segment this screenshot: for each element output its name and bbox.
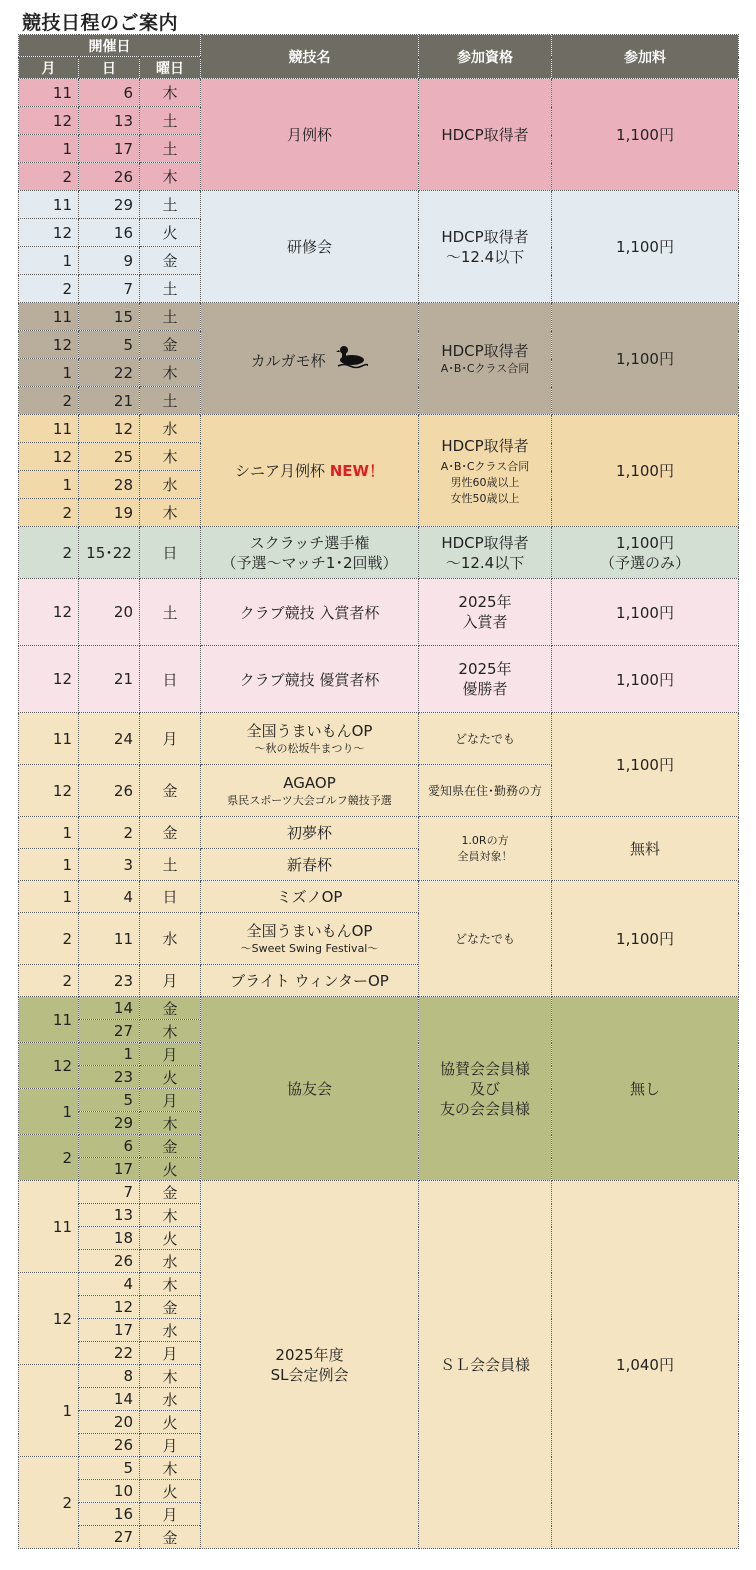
day-cell: 18 <box>79 1227 140 1250</box>
event-name: クラブ競技 入賞者杯 <box>201 579 419 646</box>
table-row <box>19 303 739 331</box>
fee-cell: 無し <box>552 997 739 1181</box>
eligibility-line: ～12.4以下 <box>445 553 525 572</box>
schedule-table <box>18 34 739 1549</box>
day-cell: 22 <box>79 359 140 387</box>
month-cell: 1 <box>19 1365 79 1457</box>
event-name-line: ～秋の松坂牛まつり～ <box>254 741 365 755</box>
weekday-cell: 土 <box>140 191 201 219</box>
eligibility-cell <box>419 303 552 415</box>
weekday-cell: 火 <box>140 1227 201 1250</box>
weekday-cell: 火 <box>140 1480 201 1503</box>
header-weekday: 曜日 <box>140 57 201 79</box>
event-name-text: シニア月例杯 <box>234 462 325 480</box>
day-cell: 7 <box>79 1181 140 1204</box>
day-cell: 8 <box>79 1365 140 1388</box>
weekday-cell: 水 <box>140 415 201 443</box>
table-row <box>19 646 739 713</box>
month-cell: 11 <box>19 415 79 443</box>
header-day: 日 <box>79 57 140 79</box>
month-cell: 11 <box>19 191 79 219</box>
day-cell: 21 <box>79 387 140 415</box>
day-cell: 7 <box>79 275 140 303</box>
eligibility-line: HDCP取得者 <box>441 436 529 455</box>
weekday-cell: 火 <box>140 1158 201 1181</box>
weekday-cell: 土 <box>140 135 201 163</box>
eligibility-line: HDCP取得者 <box>441 227 529 246</box>
month-cell: 1 <box>19 247 79 275</box>
eligibility-cell: どなたでも <box>419 881 552 997</box>
weekday-cell: 木 <box>140 163 201 191</box>
weekday-cell: 木 <box>140 1204 201 1227</box>
weekday-cell: 日 <box>140 646 201 713</box>
day-cell: 19 <box>79 499 140 527</box>
weekday-cell: 金 <box>140 331 201 359</box>
event-name-line: 県民スポーツ大会ゴルフ競技予選 <box>227 793 392 807</box>
day-cell: 20 <box>79 1411 140 1434</box>
eligibility-cell: 愛知県在住･勤務の方 <box>419 765 552 817</box>
day-cell: 27 <box>79 1526 140 1549</box>
eligibility-cell: HDCP取得者 <box>419 79 552 191</box>
day-cell: 5 <box>79 1089 140 1112</box>
weekday-cell: 日 <box>140 881 201 913</box>
day-cell: 5 <box>79 1457 140 1480</box>
day-cell: 26 <box>79 1434 140 1457</box>
month-cell: 11 <box>19 303 79 331</box>
day-cell: 26 <box>79 765 140 817</box>
eligibility-line: 2025年 <box>458 660 512 678</box>
weekday-cell: 金 <box>140 765 201 817</box>
event-name: クラブ競技 優賞者杯 <box>201 646 419 713</box>
day-cell: 10 <box>79 1480 140 1503</box>
table-row <box>19 415 739 443</box>
day-cell: 27 <box>79 1020 140 1043</box>
fee-cell: 1,100円 <box>552 579 739 646</box>
day-cell: 2 <box>79 817 140 849</box>
day-cell: 26 <box>79 163 140 191</box>
event-name: 初夢杯 <box>201 817 419 849</box>
month-cell: 12 <box>19 646 79 713</box>
eligibility-line: A･B･Cクラス合同 <box>440 362 530 375</box>
weekday-cell: 火 <box>140 1066 201 1089</box>
month-cell: 11 <box>19 79 79 107</box>
weekday-cell: 木 <box>140 443 201 471</box>
weekday-cell: 月 <box>140 1342 201 1365</box>
event-name: 月例杯 <box>201 79 419 191</box>
month-cell: 1 <box>19 817 79 849</box>
weekday-cell: 木 <box>140 1112 201 1135</box>
header-date-group: 開催日 <box>19 35 201 57</box>
month-cell: 1 <box>19 881 79 913</box>
month-cell: 2 <box>19 275 79 303</box>
eligibility-line: 女性50歳以上 <box>450 491 520 505</box>
duck-icon <box>336 344 368 374</box>
day-cell: 11 <box>79 913 140 965</box>
eligibility-line: 及び <box>470 1079 501 1098</box>
day-cell: 23 <box>79 965 140 997</box>
event-name-line: 2025年度 <box>275 1345 344 1364</box>
weekday-cell: 水 <box>140 471 201 499</box>
weekday-cell: 金 <box>140 817 201 849</box>
event-name-line: 全国うまいもんOP <box>246 921 373 940</box>
table-row <box>19 191 739 219</box>
event-name: 新春杯 <box>201 849 419 881</box>
month-cell: 1 <box>19 1089 79 1135</box>
weekday-cell: 月 <box>140 1043 201 1066</box>
table-row <box>19 997 739 1020</box>
day-cell: 12 <box>79 1296 140 1319</box>
month-cell: 2 <box>19 387 79 415</box>
page-title: 競技日程のご案内 <box>22 12 179 34</box>
eligibility-cell <box>419 579 552 646</box>
event-name-text: カルガモ杯 <box>250 351 326 370</box>
event-name-line: スクラッチ選手権 <box>249 533 370 552</box>
fee-cell: 1,100円 <box>552 713 739 817</box>
eligibility-cell <box>419 646 552 713</box>
month-cell: 1 <box>19 359 79 387</box>
fee-cell <box>552 527 739 579</box>
weekday-cell: 月 <box>140 1503 201 1526</box>
day-cell: 12 <box>79 415 140 443</box>
month-cell: 11 <box>19 1181 79 1273</box>
fee-cell: 1,100円 <box>552 881 739 997</box>
day-cell: 13 <box>79 107 140 135</box>
weekday-cell: 月 <box>140 1089 201 1112</box>
fee-line: 1,100円 <box>616 533 674 552</box>
month-cell: 2 <box>19 163 79 191</box>
weekday-cell: 土 <box>140 387 201 415</box>
event-name <box>201 713 419 765</box>
weekday-cell: 土 <box>140 275 201 303</box>
day-cell: 26 <box>79 1250 140 1273</box>
weekday-cell: 水 <box>140 913 201 965</box>
table-row <box>19 817 739 849</box>
header-month: 月 <box>19 57 79 79</box>
event-name <box>201 415 419 527</box>
eligibility-line: HDCP取得者 <box>441 342 529 360</box>
header-fee: 参加料 <box>552 35 739 79</box>
eligibility-cell <box>419 817 552 881</box>
weekday-cell: 木 <box>140 1020 201 1043</box>
weekday-cell: 土 <box>140 303 201 331</box>
table-row <box>19 1181 739 1204</box>
event-name <box>201 1181 419 1549</box>
day-cell: 15 <box>79 303 140 331</box>
day-cell: 13 <box>79 1204 140 1227</box>
event-name <box>201 765 419 817</box>
day-cell: 29 <box>79 191 140 219</box>
day-cell: 1 <box>79 1043 140 1066</box>
month-cell: 2 <box>19 1457 79 1549</box>
fee-line: （予選のみ） <box>600 553 691 572</box>
month-cell: 11 <box>19 713 79 765</box>
weekday-cell: 木 <box>140 1365 201 1388</box>
day-cell: 16 <box>79 219 140 247</box>
weekday-cell: 月 <box>140 965 201 997</box>
month-cell: 1 <box>19 849 79 881</box>
weekday-cell: 火 <box>140 1411 201 1434</box>
event-name-line: AGAOP <box>283 773 336 792</box>
weekday-cell: 金 <box>140 1526 201 1549</box>
event-name-line: （予選～マッチ1･2回戦） <box>221 553 398 572</box>
day-cell: 17 <box>79 1158 140 1181</box>
header-event: 競技名 <box>201 35 419 79</box>
event-name-line: 全国うまいもんOP <box>246 721 373 740</box>
weekday-cell: 月 <box>140 713 201 765</box>
fee-cell: 1,100円 <box>552 303 739 415</box>
weekday-cell: 水 <box>140 1319 201 1342</box>
header-eligibility: 参加資格 <box>419 35 552 79</box>
day-cell: 5 <box>79 331 140 359</box>
weekday-cell: 月 <box>140 1434 201 1457</box>
eligibility-cell: ＳＬ会会員様 <box>419 1181 552 1549</box>
day-cell: 25 <box>79 443 140 471</box>
eligibility-line: 友の会会員様 <box>440 1099 531 1118</box>
month-cell: 12 <box>19 1273 79 1365</box>
eligibility-line: 1.0Rの方 <box>461 833 509 847</box>
weekday-cell: 木 <box>140 1457 201 1480</box>
month-cell: 12 <box>19 443 79 471</box>
weekday-cell: 日 <box>140 527 201 579</box>
month-cell: 12 <box>19 107 79 135</box>
event-name: 研修会 <box>201 191 419 303</box>
event-name-line: SL会定例会 <box>270 1365 349 1384</box>
eligibility-line: 優勝者 <box>462 680 508 698</box>
day-cell: 6 <box>79 79 140 107</box>
weekday-cell: 火 <box>140 219 201 247</box>
day-cell: 14 <box>79 997 140 1020</box>
weekday-cell: 金 <box>140 247 201 275</box>
day-cell: 22 <box>79 1342 140 1365</box>
day-cell: 28 <box>79 471 140 499</box>
month-cell: 12 <box>19 765 79 817</box>
event-name-line: ～Sweet Swing Festival～ <box>240 941 379 955</box>
month-cell: 12 <box>19 1043 79 1089</box>
event-name <box>201 913 419 965</box>
month-cell: 12 <box>19 331 79 359</box>
day-cell: 15･22 <box>79 527 140 579</box>
month-cell: 12 <box>19 219 79 247</box>
day-cell: 3 <box>79 849 140 881</box>
event-name <box>201 527 419 579</box>
day-cell: 17 <box>79 1319 140 1342</box>
weekday-cell: 金 <box>140 1135 201 1158</box>
table-row <box>19 79 739 107</box>
month-cell: 2 <box>19 499 79 527</box>
eligibility-cell: どなたでも <box>419 713 552 765</box>
eligibility-cell <box>419 191 552 303</box>
eligibility-line: HDCP取得者 <box>441 533 529 552</box>
day-cell: 23 <box>79 1066 140 1089</box>
weekday-cell: 木 <box>140 499 201 527</box>
fee-cell: 無料 <box>552 817 739 881</box>
table-row <box>19 527 739 579</box>
day-cell: 24 <box>79 713 140 765</box>
event-name <box>201 303 419 415</box>
weekday-cell: 土 <box>140 107 201 135</box>
eligibility-line: 男性60歳以上 <box>450 475 520 489</box>
day-cell: 21 <box>79 646 140 713</box>
fee-cell: 1,040円 <box>552 1181 739 1549</box>
new-badge: NEW！ <box>329 462 385 480</box>
day-cell: 29 <box>79 1112 140 1135</box>
event-name: ミズノOP <box>201 881 419 913</box>
weekday-cell: 木 <box>140 79 201 107</box>
weekday-cell: 金 <box>140 997 201 1020</box>
event-name: ブライト ウィンターOP <box>201 965 419 997</box>
month-cell: 1 <box>19 135 79 163</box>
weekday-cell: 木 <box>140 359 201 387</box>
eligibility-line: 協賛会会員様 <box>440 1059 531 1078</box>
day-cell: 16 <box>79 1503 140 1526</box>
month-cell: 1 <box>19 471 79 499</box>
day-cell: 6 <box>79 1135 140 1158</box>
eligibility-line: 2025年 <box>458 593 512 611</box>
day-cell: 4 <box>79 1273 140 1296</box>
table-row <box>19 881 739 913</box>
weekday-cell: 水 <box>140 1388 201 1411</box>
weekday-cell: 金 <box>140 1296 201 1319</box>
day-cell: 14 <box>79 1388 140 1411</box>
eligibility-line: 全員対象！ <box>457 849 513 863</box>
weekday-cell: 木 <box>140 1273 201 1296</box>
fee-cell: 1,100円 <box>552 646 739 713</box>
day-cell: 20 <box>79 579 140 646</box>
table-row <box>19 713 739 765</box>
weekday-cell: 土 <box>140 579 201 646</box>
month-cell: 2 <box>19 1135 79 1181</box>
fee-cell: 1,100円 <box>552 79 739 191</box>
table-row <box>19 579 739 646</box>
month-cell: 11 <box>19 997 79 1043</box>
fee-cell: 1,100円 <box>552 415 739 527</box>
day-cell: 4 <box>79 881 140 913</box>
event-name: 協友会 <box>201 997 419 1181</box>
eligibility-line: 入賞者 <box>462 613 508 631</box>
weekday-cell: 土 <box>140 849 201 881</box>
eligibility-cell <box>419 527 552 579</box>
weekday-cell: 水 <box>140 1250 201 1273</box>
eligibility-cell <box>419 415 552 527</box>
weekday-cell: 金 <box>140 1181 201 1204</box>
eligibility-line: A･B･Cクラス合同 <box>440 459 530 473</box>
month-cell: 12 <box>19 579 79 646</box>
eligibility-cell <box>419 997 552 1181</box>
eligibility-line: ～12.4以下 <box>445 247 525 266</box>
month-cell: 2 <box>19 913 79 965</box>
fee-cell: 1,100円 <box>552 191 739 303</box>
month-cell: 2 <box>19 527 79 579</box>
day-cell: 9 <box>79 247 140 275</box>
month-cell: 2 <box>19 965 79 997</box>
day-cell: 17 <box>79 135 140 163</box>
